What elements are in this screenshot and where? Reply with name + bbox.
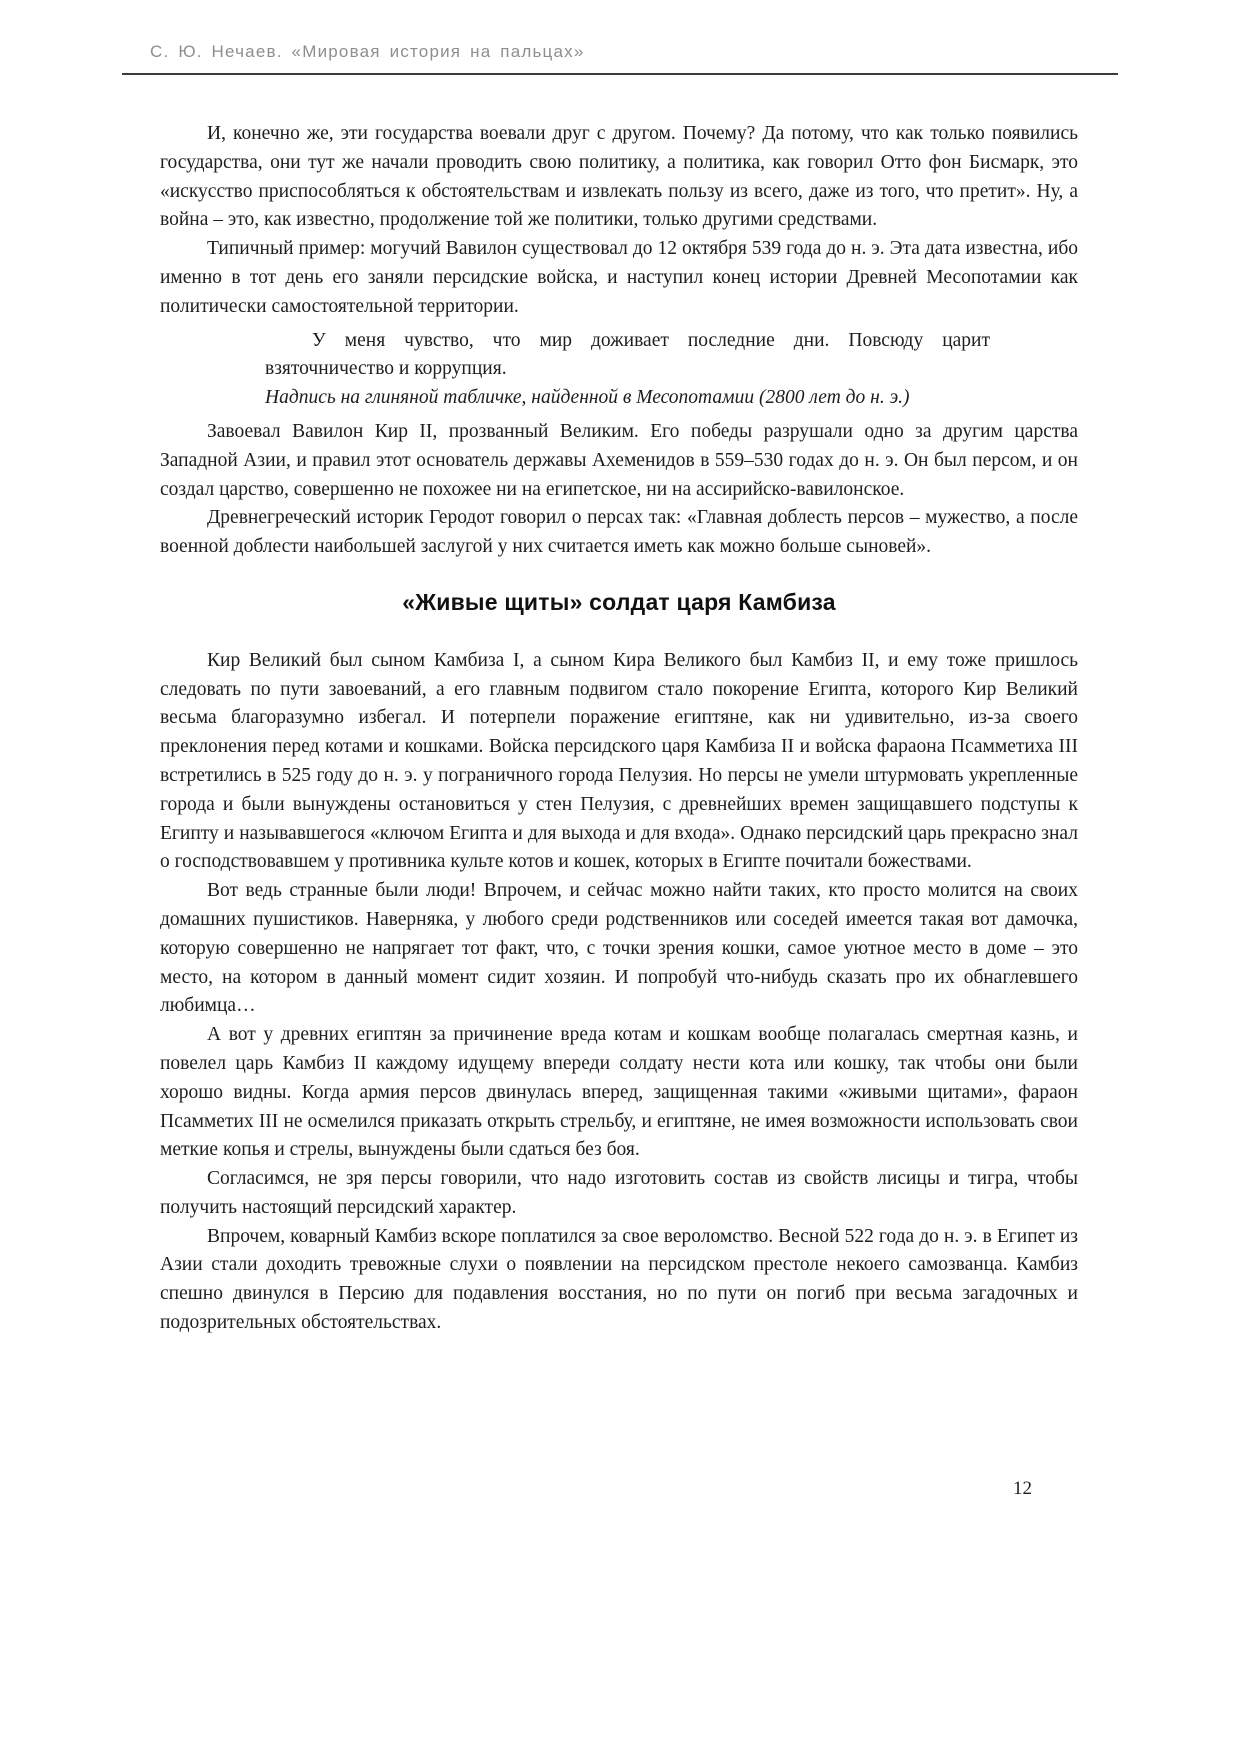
paragraph: Завоевал Вавилон Кир II, прозванный Великим. Его победы разрушали одно за другим царства Западной Азии, и правил этот основатель державы Ахеменидов в 559–530 годах до н. э. Он был персом, и он создал царство, совершенно не похожее ни на египетское, ни на ассирийско-вавилонское.: [160, 420, 1078, 500]
page-header: [122, 42, 1118, 75]
paragraph: Древнегреческий историк Геродот говорил о персах так: «Главная доблесть персов – мужество, а после военной доблести наибольшей заслугой у них считается иметь как можно больше сыновей».: [160, 507, 1078, 558]
section-heading: «Живые щиты» солдат царя Камбиза: [402, 588, 836, 615]
paragraph: А вот у древних египтян за причинение вреда котам и кошкам вообще полагалась смертная казнь, и повелел царь Камбиз II каждому идущему впереди солдату нести кота или кошку, так чтобы они были хорошо видны. Когда армия персов двинулась вперед, защищенная такими «живыми щитами», фараон Псамметих III не осмелился приказать открыть стрельбу, и египтяне, не имея возможности использовать свои меткие копья и стрелы, вынуждены были сдаться без боя.: [160, 1024, 1078, 1161]
paragraph: Впрочем, коварный Камбиз вскоре поплатился за свое вероломство. Весной 522 года до н. э. в Египет из Азии стали доходить тревожные слухи о появлении на персидском престоле некоего самозванца. Камбиз спешно двинулся в Персию для подавления восстания, но по пути он погиб при весьма загадочных и подозрительных обстоятельствах.: [160, 1225, 1078, 1334]
header-rule: [122, 73, 1118, 75]
text-column: [160, 120, 1078, 1338]
epigraph-text: У меня чувство, что мир доживает последние дни. Повсюду царит взяточничество и коррупция.: [265, 329, 990, 380]
paragraph: И, конечно же, эти государства воевали друг с другом. Почему? Да потому, что как только появились государства, они тут же начали проводить свою политику, а политика, как говорил Отто фон Бисмарк, это «искусство приспособляться к обстоятельствам и извлекать пользу из всего, даже из того, что претит». Ну, а война – это, как известно, продолжение той же политики, только другими средствами.: [160, 123, 1078, 231]
paragraph: Типичный пример: могучий Вавилон существовал до 12 октября 539 года до н. э. Эта дата известна, ибо именно в тот день его заняли персидские войска, и наступил конец истории Древней Месопотамии как политически самостоятельной территории.: [160, 238, 1078, 317]
paragraph: Вот ведь странные были люди! Впрочем, и сейчас можно найти таких, кто просто молится на своих домашних пушистиков. Наверняка, у любого среди родственников или соседей имеется такая вот дамочка, которую совершенно не напрягает тот факт, что, с точки зрения кошки, самое уютное место в доме – это место, на котором в данный момент сидит хозяин. И попробуй что-нибудь сказать про их обнаглевшего любимца…: [160, 880, 1078, 1017]
running-title: С. Ю. Нечаев. «Мировая история на пальцах»: [150, 42, 585, 61]
epigraph-block: [265, 327, 990, 413]
epigraph-attribution: Надпись на глиняной табличке, найденной в Месопотамии (2800 лет до н. э.): [265, 387, 910, 409]
page-number: 12: [1013, 1478, 1032, 1499]
paragraph: Согласимся, не зря персы говорили, что надо изготовить состав из свойств лисицы и тигра, чтобы получить настоящий персидский характер.: [160, 1168, 1078, 1218]
paragraph: Кир Великий был сыном Камбиза I, а сыном Кира Великого был Камбиз II, и ему тоже пришлось следовать по пути завоеваний, а его главным подвигом стало покорение Египта, которого Кир Великий весьма благоразумно избегал. И потерпели поражение египтяне, как ни удивительно, из-за своего преклонения перед котами и кошками. Войска персидского царя Камбиза II и войска фараона Псамметиха III встретились в 525 году до н. э. у пограничного города Пелузия. Но персы не умели штурмовать укрепленные города и были вынуждены остановиться у стен Пелузия, с древнейших времен защищавшего подступы к Египту и называвшегося «ключом Египта и для выхода и для входа». Однако персидский царь прекрасно знал о господствовавшем у противника культе котов и кошек, которых в Египте почитали божествами.: [160, 649, 1078, 873]
